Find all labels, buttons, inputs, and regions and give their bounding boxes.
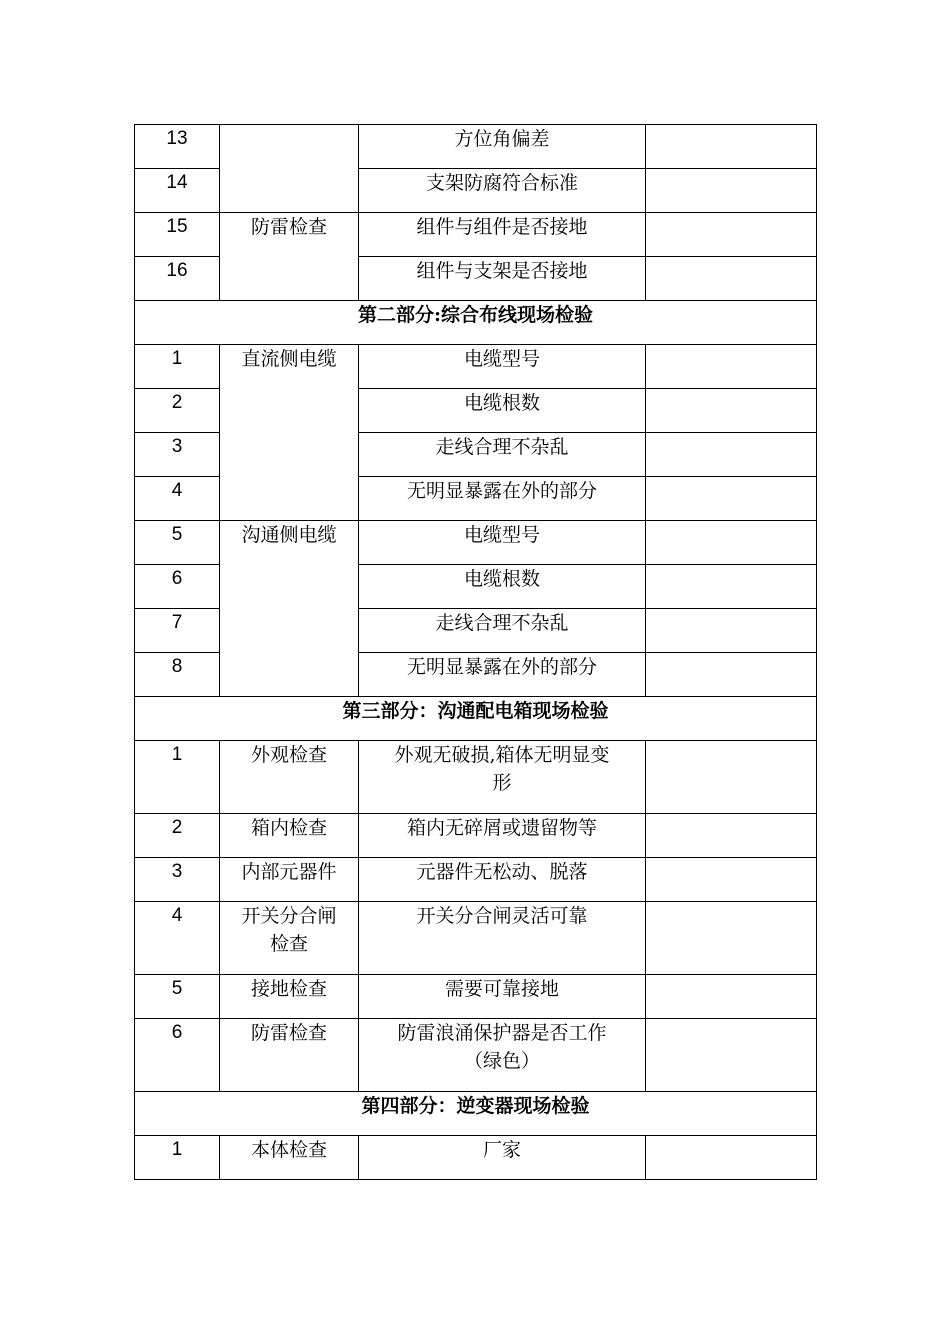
result-cell[interactable] [646,653,817,697]
check-content: 电缆型号 [359,345,646,389]
check-item: 直流侧电缆 [220,345,359,521]
table-row [135,1019,817,1092]
table-row [135,741,817,814]
row-number: 6 [135,565,220,609]
check-content-line: 形 [492,772,512,794]
check-content: 组件与组件是否接地 [359,213,646,257]
check-item: 防雷检查 [220,1019,359,1092]
row-number: 7 [135,609,220,653]
row-number: 3 [135,858,220,902]
check-content: 无明显暴露在外的部分 [359,477,646,521]
check-content-line: （绿色） [463,1050,540,1072]
table-row [135,975,817,1019]
section-title: 第四部分：逆变器现场检验 [135,1092,817,1136]
row-number: 4 [135,902,220,975]
check-item: 防雷检查 [220,213,359,301]
check-content: 走线合理不杂乱 [359,609,646,653]
section-title: 第三部分：沟通配电箱现场检验 [135,697,817,741]
check-item [220,902,359,975]
check-content: 电缆根数 [359,389,646,433]
table-row [135,125,817,169]
result-cell[interactable] [646,257,817,301]
check-item: 接地检查 [220,975,359,1019]
row-number: 2 [135,389,220,433]
result-cell[interactable] [646,609,817,653]
table-row [135,1136,817,1180]
row-number: 6 [135,1019,220,1092]
table-row [135,213,817,257]
check-content: 元器件无松动、脱落 [359,858,646,902]
row-number: 16 [135,257,220,301]
check-content: 开关分合闸灵活可靠 [359,902,646,975]
result-cell[interactable] [646,169,817,213]
check-content: 箱内无碎屑或遗留物等 [359,814,646,858]
result-cell[interactable] [646,125,817,169]
row-number: 5 [135,975,220,1019]
row-number: 1 [135,741,220,814]
row-number: 15 [135,213,220,257]
check-content-line: 防雷浪涌保护器是否工作 [397,1022,607,1044]
row-number: 8 [135,653,220,697]
check-item-cell [220,125,359,213]
check-content [359,741,646,814]
check-item: 外观检查 [220,741,359,814]
check-item-line: 开关分合闸 [241,905,337,927]
section-header-row [135,301,817,345]
result-cell[interactable] [646,814,817,858]
check-content: 支架防腐符合标准 [359,169,646,213]
row-number: 1 [135,1136,220,1180]
table-row [135,521,817,565]
check-item: 内部元器件 [220,858,359,902]
result-cell[interactable] [646,902,817,975]
result-cell[interactable] [646,565,817,609]
result-cell[interactable] [646,389,817,433]
section-title: 第二部分:综合布线现场检验 [135,301,817,345]
section-header-row [135,697,817,741]
table-row [135,814,817,858]
check-content: 无明显暴露在外的部分 [359,653,646,697]
row-number: 3 [135,433,220,477]
row-number: 2 [135,814,220,858]
row-number: 5 [135,521,220,565]
check-content: 需要可靠接地 [359,975,646,1019]
result-cell[interactable] [646,521,817,565]
check-content: 厂家 [359,1136,646,1180]
result-cell[interactable] [646,741,817,814]
row-number: 4 [135,477,220,521]
check-content: 电缆根数 [359,565,646,609]
check-item: 本体检查 [220,1136,359,1180]
check-content: 方位角偏差 [359,125,646,169]
check-item: 沟通侧电缆 [220,521,359,697]
inspection-table [134,124,817,1180]
table-row [135,858,817,902]
result-cell[interactable] [646,1136,817,1180]
check-content-line: 外观无破损,箱体无明显变 [394,744,610,766]
result-cell[interactable] [646,858,817,902]
result-cell[interactable] [646,213,817,257]
check-item: 箱内检查 [220,814,359,858]
result-cell[interactable] [646,345,817,389]
result-cell[interactable] [646,433,817,477]
check-item-line: 检查 [269,933,308,955]
result-cell[interactable] [646,477,817,521]
result-cell[interactable] [646,975,817,1019]
row-number: 14 [135,169,220,213]
check-content: 组件与支架是否接地 [359,257,646,301]
table-row [135,345,817,389]
check-content: 电缆型号 [359,521,646,565]
check-content [359,1019,646,1092]
row-number: 1 [135,345,220,389]
table-row [135,902,817,975]
result-cell[interactable] [646,1019,817,1092]
check-content: 走线合理不杂乱 [359,433,646,477]
section-header-row [135,1092,817,1136]
row-number: 13 [135,125,220,169]
